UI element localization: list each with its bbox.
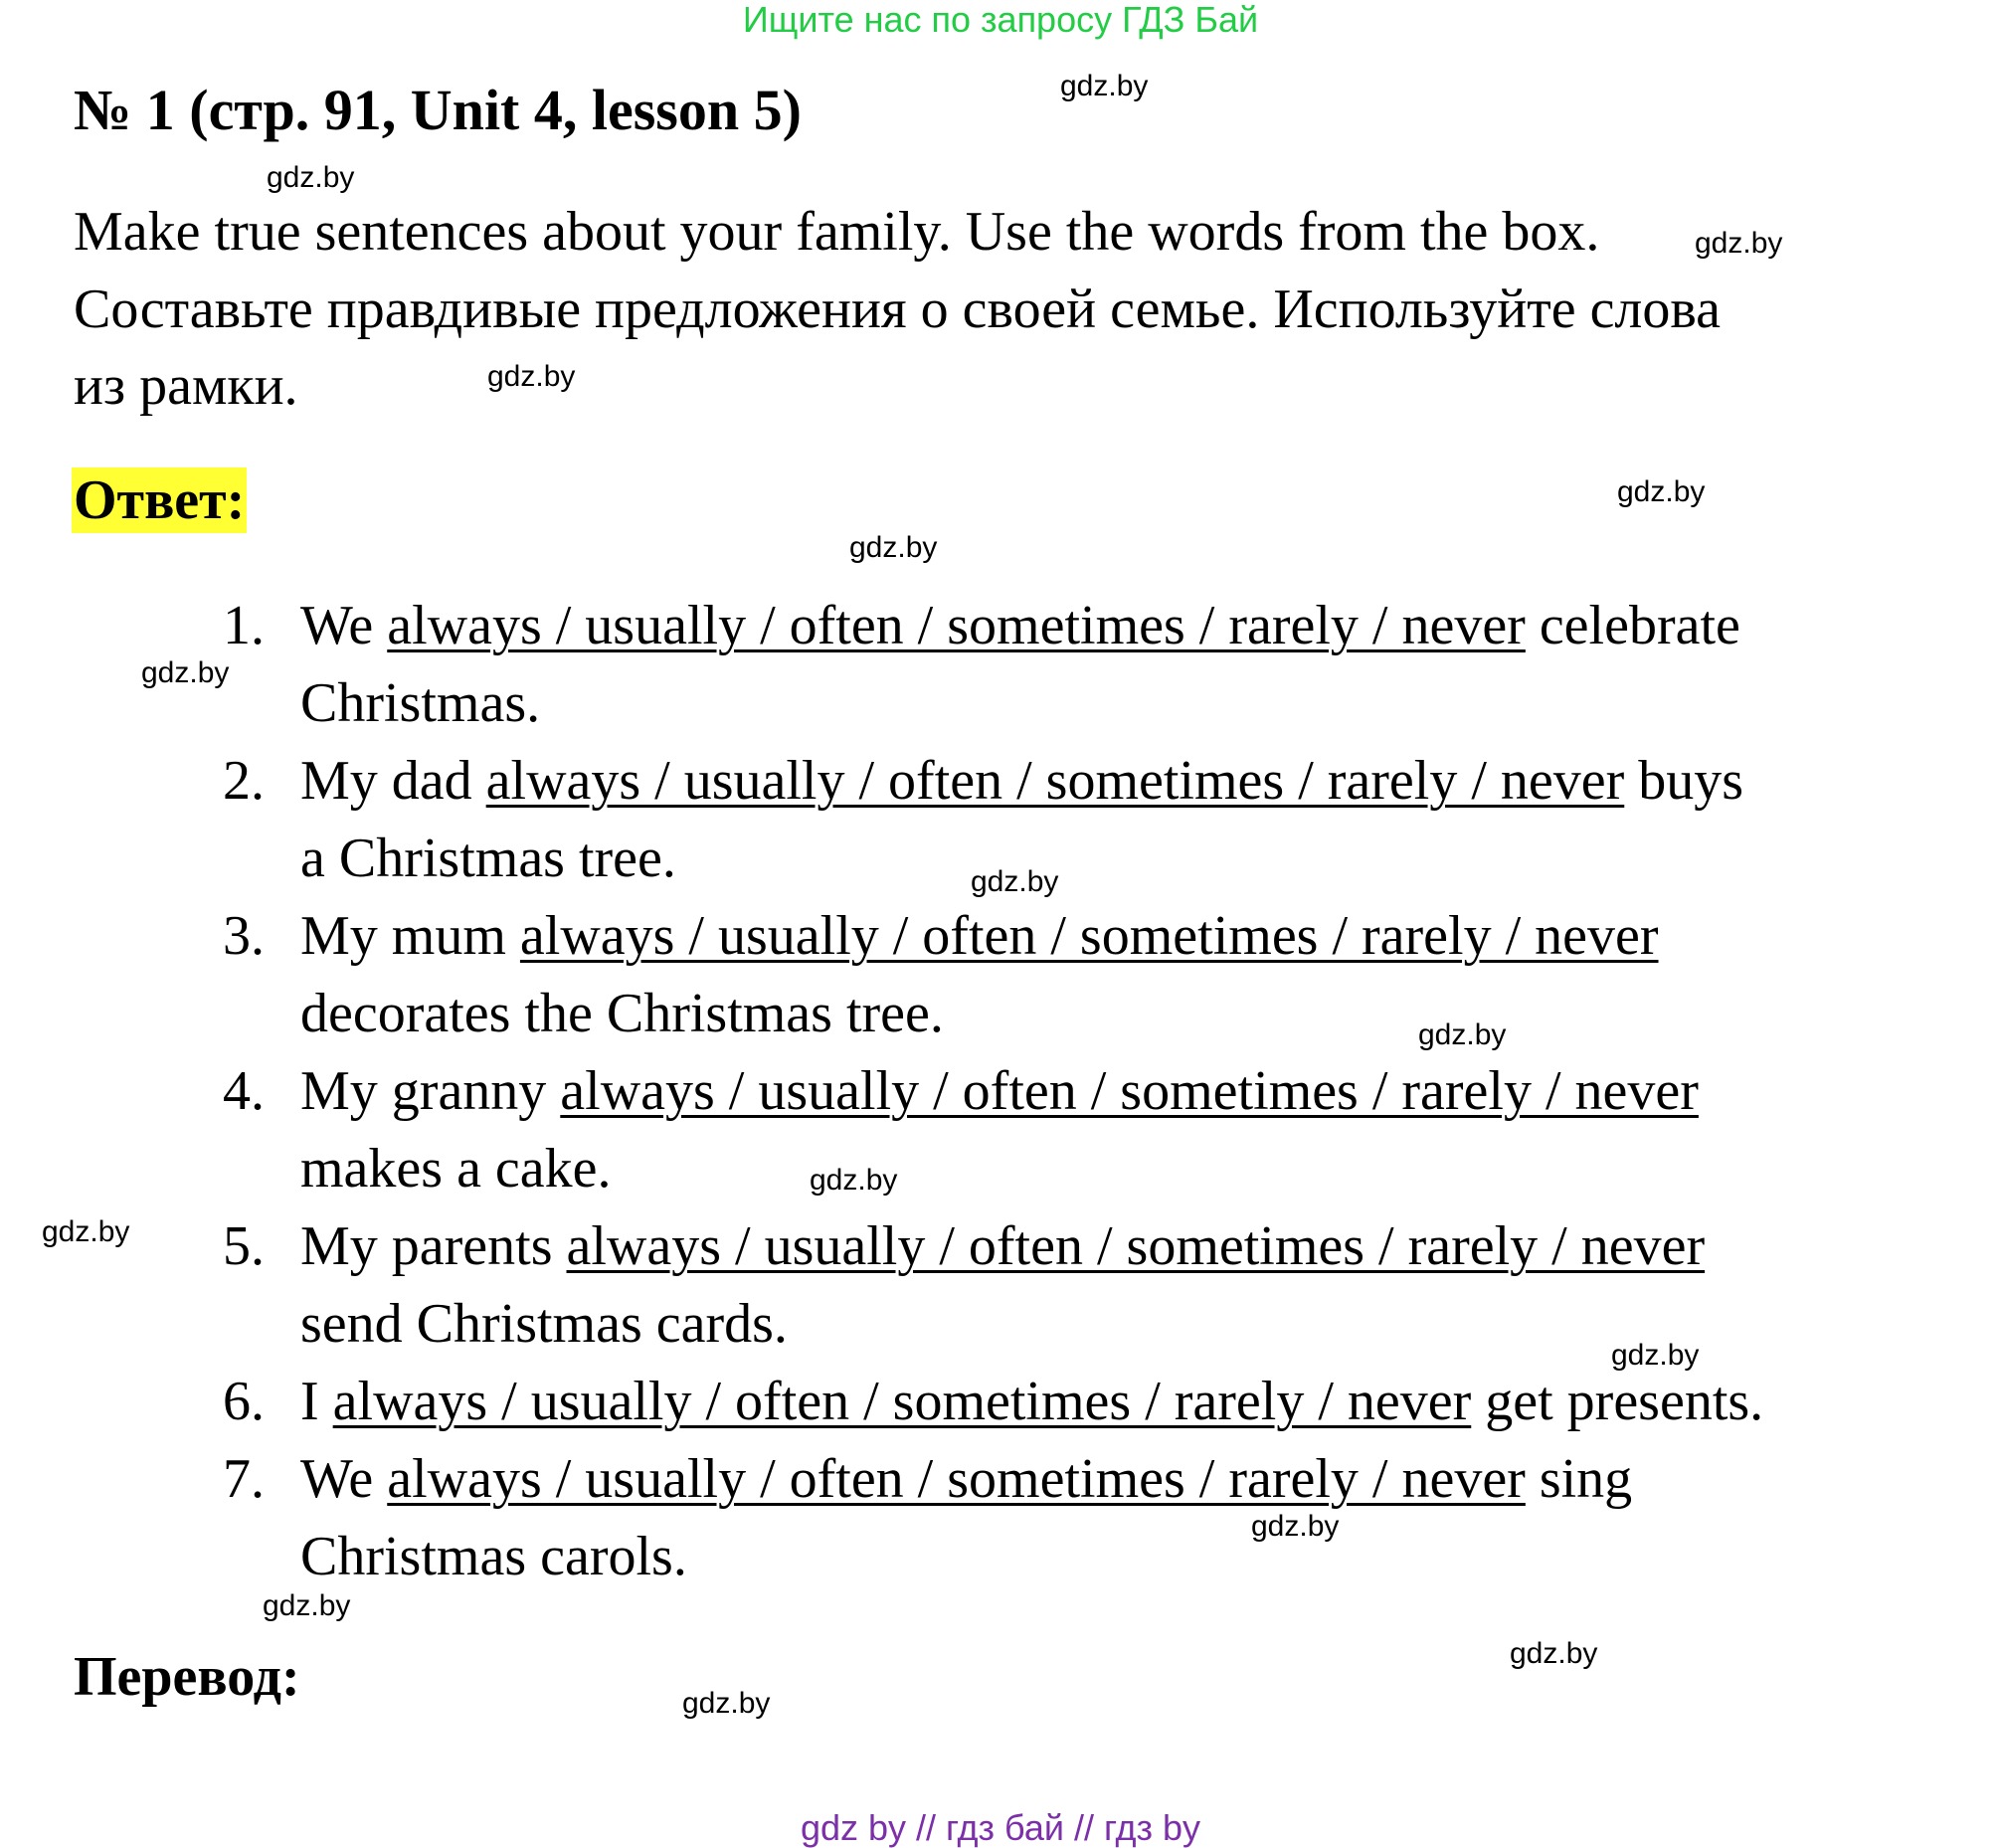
item-number: 5. — [223, 1215, 265, 1277]
watermark: gdz.by — [971, 865, 1059, 898]
sentence-suffix: sing — [1525, 1448, 1633, 1510]
instruction-russian-line1: Составьте правдивые предложения о своей семье. Используйте слова — [74, 278, 1721, 340]
item-number: 2. — [223, 750, 265, 812]
sentence-prefix: We — [300, 1448, 388, 1510]
answer-item-3-line2: decorates the Christmas tree. — [300, 983, 944, 1044]
answer-label: Ответ: — [74, 469, 246, 531]
watermark: gdz.by — [487, 360, 576, 393]
top-banner: Ищите нас по запросу ГДЗ Бай — [742, 0, 1259, 40]
answer-item-1-line2: Christmas. — [300, 672, 541, 734]
sentence-suffix: buys — [1624, 750, 1744, 812]
item-number: 1. — [223, 595, 265, 656]
watermark: gdz.by — [1617, 475, 1706, 508]
watermark: gdz.by — [1695, 227, 1783, 260]
watermark: gdz.by — [1611, 1339, 1700, 1372]
frequency-options: always / usually / often / sometimes / rarely / never — [519, 905, 1659, 967]
sentence-suffix: celebrate — [1525, 595, 1740, 656]
answer-item-5-line1 — [300, 1213, 1705, 1279]
sentence-prefix: I — [300, 1371, 333, 1432]
instruction-english: Make true sentences about your family. Use the words from the box. — [74, 201, 1600, 263]
answer-item-2-line1 — [300, 748, 1743, 814]
item-number: 4. — [223, 1060, 265, 1122]
instruction-russian-line2: из рамки. — [74, 355, 298, 417]
frequency-options: always / usually / often / sometimes / rarely / never — [560, 1060, 1699, 1122]
sentence-prefix: My granny — [300, 1060, 561, 1122]
answer-item-7-line1 — [300, 1446, 1632, 1512]
sentence-suffix: get presents. — [1471, 1371, 1764, 1432]
watermark: gdz.by — [682, 1687, 771, 1720]
watermark: gdz.by — [810, 1164, 898, 1197]
watermark: gdz.by — [1418, 1018, 1507, 1051]
answer-item-2-line2: a Christmas tree. — [300, 828, 676, 889]
frequency-options: always / usually / often / sometimes / rarely / never — [332, 1371, 1472, 1432]
frequency-options: always / usually / often / sometimes / rarely / never — [566, 1215, 1706, 1277]
frequency-options: always / usually / often / sometimes / rarely / never — [387, 1448, 1526, 1510]
watermark: gdz.by — [263, 1589, 351, 1622]
item-number: 3. — [223, 905, 265, 967]
answer-item-4-line1 — [300, 1058, 1699, 1124]
answer-item-6-line1 — [300, 1369, 1763, 1434]
task-title: № 1 (стр. 91, Unit 4, lesson 5) — [74, 78, 802, 142]
sentence-prefix: My mum — [300, 905, 520, 967]
watermark: gdz.by — [1510, 1637, 1598, 1670]
sentence-prefix: My parents — [300, 1215, 567, 1277]
frequency-options: always / usually / often / sometimes / rarely / never — [485, 750, 1625, 812]
sentence-prefix: My dad — [300, 750, 486, 812]
watermark: gdz.by — [849, 531, 938, 564]
translation-label: Перевод: — [74, 1646, 300, 1708]
watermark: gdz.by — [267, 161, 355, 194]
answer-item-5-line2: send Christmas cards. — [300, 1293, 788, 1355]
watermark: gdz.by — [141, 656, 230, 689]
frequency-options: always / usually / often / sometimes / rarely / never — [387, 595, 1526, 656]
watermark: gdz.by — [1251, 1510, 1340, 1543]
sentence-prefix: We — [300, 595, 388, 656]
answer-item-1-line1 — [300, 593, 1740, 658]
watermark: gdz.by — [1060, 70, 1149, 102]
answer-item-7-line2: Christmas carols. — [300, 1526, 687, 1587]
answer-item-4-line2: makes a cake. — [300, 1138, 612, 1200]
bottom-banner: gdz by // гдз бай // гдз by — [800, 1807, 1201, 1848]
item-number: 6. — [223, 1371, 265, 1432]
item-number: 7. — [223, 1448, 265, 1510]
answer-item-3-line1 — [300, 903, 1659, 969]
watermark: gdz.by — [42, 1215, 130, 1248]
